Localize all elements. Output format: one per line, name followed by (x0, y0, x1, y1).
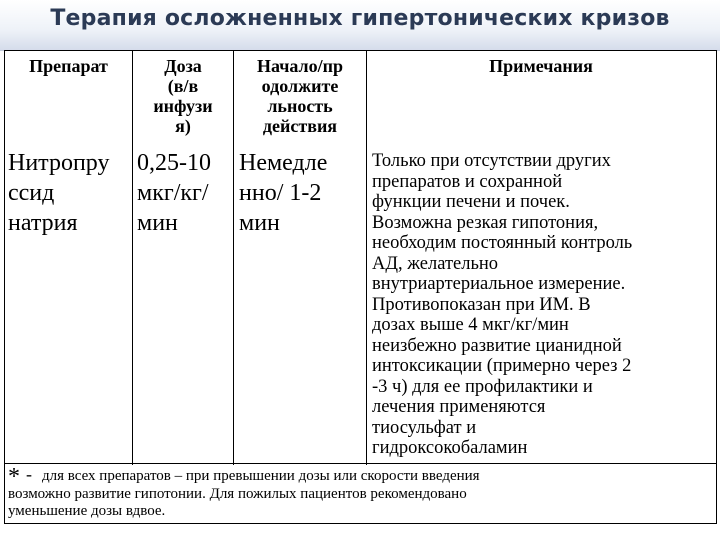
column-divider (366, 51, 367, 465)
row-divider (5, 463, 716, 464)
cell-onset-duration: Немедле нно/ 1-2 мин (239, 150, 328, 236)
footnote-line-2: возможно развитие гипотонии. Для пожилых пациентов рекомендовано (8, 486, 467, 502)
cell-drug-name: Нитропру ссид натрия (8, 150, 110, 236)
footnote-star: * (8, 464, 20, 490)
therapy-table (4, 50, 717, 524)
header-onset-duration: Начало/пр одолжите льность действия (256, 56, 344, 136)
cell-notes: Только при отсутствии других препаратов и сохранной функции печени и почек. Возможна резкая гипотония, необходим постоянный контроль АД, желательно внутриартериальное измерение. Противопоказан при ИМ. В дозах выше 4 мкг/кг/мин неизбежно развитие цианидной интоксикации (примерно через 2 -3 ч) для ее профилактики и лечения применяются тиосульфат и гидроксокобаламин (372, 151, 633, 458)
header-dose: Доза (в/в инфузи я) (153, 56, 213, 136)
title-bar (0, 0, 720, 51)
footnote-line-3: уменьшение дозы вдвое. (8, 503, 166, 519)
header-drug: Препарат (29, 56, 108, 76)
cell-dose: 0,25-10 мкг/кг/ мин (137, 150, 211, 236)
footnote-dash: - (26, 464, 32, 484)
header-notes: Примечания (489, 56, 593, 76)
footnote-text-1: для всех препаратов – при превышении дозы или скорости введения (42, 468, 480, 484)
footnote-line-1 (8, 464, 713, 490)
slide-title: Терапия осложненных гипертонических кризов (50, 6, 670, 31)
footnote (8, 466, 713, 520)
